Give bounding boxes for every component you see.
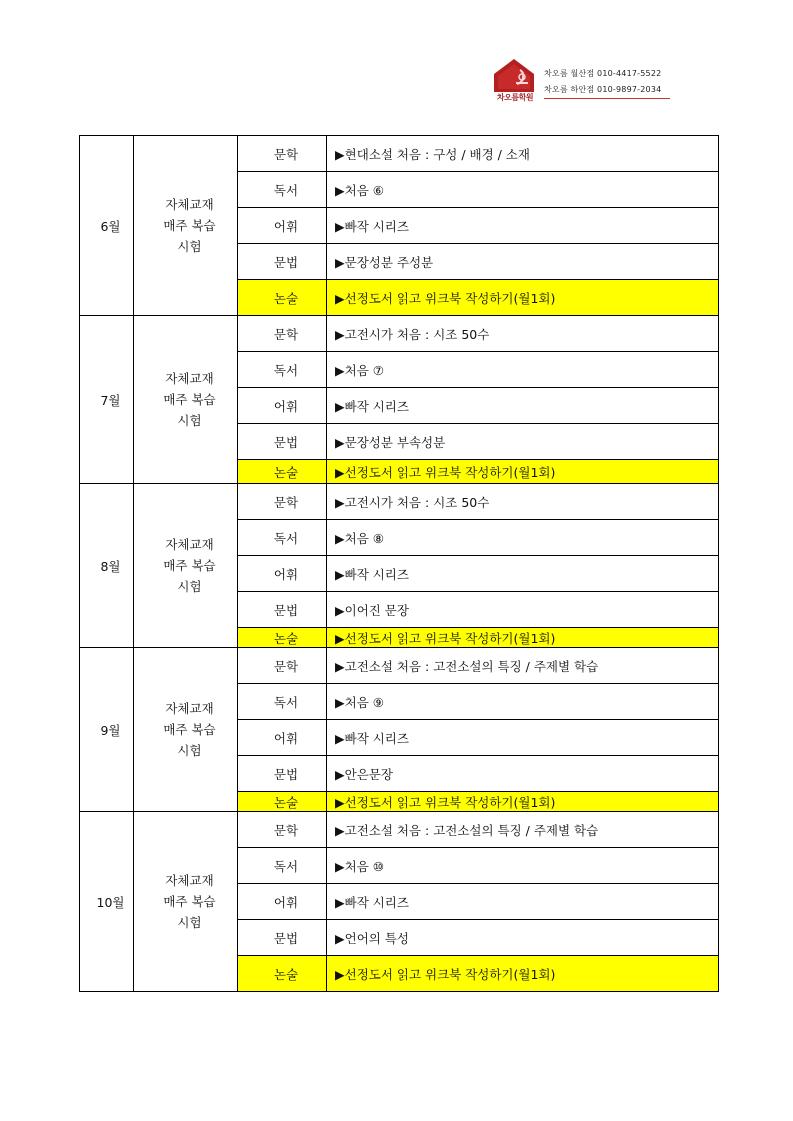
month-block-10 (80, 812, 719, 992)
desc-cell (134, 648, 238, 812)
table-row (80, 648, 719, 684)
content-cell: ▶고전소설 처음 : 고전소설의 특징 / 주제별 학습 (327, 648, 719, 684)
subject-cell: 논술 (238, 280, 327, 316)
content-cell: ▶선정도서 읽고 위크북 작성하기(월1회) (327, 628, 719, 648)
month-cell: 10월 (80, 812, 134, 992)
content-cell: ▶빠작 시리즈 (327, 720, 719, 756)
month-cell: 9월 (80, 648, 134, 812)
content-cell: ▶문장성분 주성분 (327, 244, 719, 280)
content-cell: ▶선정도서 읽고 위크북 작성하기(월1회) (327, 792, 719, 812)
desc-line: 시험 (177, 743, 202, 758)
desc-line: 자체교재 (165, 197, 214, 212)
content-cell: ▶선정도서 읽고 위크북 작성하기(월1회) (327, 956, 719, 992)
content-cell: ▶처음 ⑧ (327, 520, 719, 556)
table-row (80, 316, 719, 352)
desc-cell (134, 136, 238, 316)
subject-cell: 문법 (238, 920, 327, 956)
subject-cell: 문학 (238, 812, 327, 848)
content-cell: ▶선정도서 읽고 위크북 작성하기(월1회) (327, 280, 719, 316)
month-cell: 7월 (80, 316, 134, 484)
subject-cell: 어휘 (238, 884, 327, 920)
subject-cell: 문법 (238, 244, 327, 280)
desc-cell (134, 484, 238, 648)
desc-cell (134, 812, 238, 992)
month-block-9 (80, 648, 719, 812)
header (490, 56, 680, 106)
desc-line: 시험 (177, 413, 202, 428)
content-cell: ▶빠작 시리즈 (327, 884, 719, 920)
subject-cell: 어휘 (238, 720, 327, 756)
contact-underline (544, 98, 670, 99)
subject-cell: 독서 (238, 172, 327, 208)
subject-cell: 어휘 (238, 556, 327, 592)
desc-line: 자체교재 (165, 537, 214, 552)
content-cell: ▶빠작 시리즈 (327, 388, 719, 424)
subject-cell: 독서 (238, 848, 327, 884)
contact-list (544, 66, 672, 99)
desc-line: 시험 (177, 239, 202, 254)
desc-line: 자체교재 (165, 701, 214, 716)
content-cell: ▶처음 ⑥ (327, 172, 719, 208)
content-cell: ▶현대소설 처음 : 구성 / 배경 / 소재 (327, 136, 719, 172)
subject-cell: 문학 (238, 484, 327, 520)
subject-cell: 문학 (238, 316, 327, 352)
content-cell: ▶고전소설 처음 : 고전소설의 특징 / 주제별 학습 (327, 812, 719, 848)
subject-cell: 문법 (238, 424, 327, 460)
content-cell: ▶안은문장 (327, 756, 719, 792)
subject-cell: 어휘 (238, 388, 327, 424)
month-block-6 (80, 136, 719, 316)
content-cell: ▶빠작 시리즈 (327, 208, 719, 244)
contact-haan: 차오름 하안점 010-9897-2034 (544, 85, 662, 94)
subject-cell: 독서 (238, 684, 327, 720)
content-cell: ▶처음 ⑩ (327, 848, 719, 884)
contact-wolsan: 차오름 월산점 010-4417-5522 (544, 69, 662, 78)
subject-cell: 문법 (238, 592, 327, 628)
content-cell: ▶처음 ⑦ (327, 352, 719, 388)
desc-line: 시험 (177, 579, 202, 594)
subject-cell: 논술 (238, 460, 327, 484)
table-row (80, 484, 719, 520)
table-row (80, 812, 719, 848)
subject-cell: 독서 (238, 520, 327, 556)
month-cell: 8월 (80, 484, 134, 648)
table-row (80, 136, 719, 172)
subject-cell: 어휘 (238, 208, 327, 244)
desc-line: 매주 복습 (163, 558, 216, 573)
desc-line: 시험 (177, 915, 202, 930)
content-cell: ▶처음 ⑨ (327, 684, 719, 720)
desc-line: 매주 복습 (163, 722, 216, 737)
subject-cell: 논술 (238, 628, 327, 648)
content-cell: ▶고전시가 처음 : 시조 50수 (327, 316, 719, 352)
curriculum-table (79, 135, 719, 992)
content-cell: ▶문장성분 부속성분 (327, 424, 719, 460)
subject-cell: 문학 (238, 136, 327, 172)
subject-cell: 독서 (238, 352, 327, 388)
content-cell: ▶선정도서 읽고 위크북 작성하기(월1회) (327, 460, 719, 484)
month-block-7 (80, 316, 719, 484)
content-cell: ▶고전시가 처음 : 시조 50수 (327, 484, 719, 520)
desc-line: 매주 복습 (163, 218, 216, 233)
logo-caption: 차오름학원 (496, 93, 534, 102)
month-block-8 (80, 484, 719, 648)
subject-cell: 논술 (238, 792, 327, 812)
desc-line: 매주 복습 (163, 894, 216, 909)
content-cell: ▶이어진 문장 (327, 592, 719, 628)
desc-line: 매주 복습 (163, 392, 216, 407)
subject-cell: 문법 (238, 756, 327, 792)
content-cell: ▶빠작 시리즈 (327, 556, 719, 592)
subject-cell: 논술 (238, 956, 327, 992)
subject-cell: 문학 (238, 648, 327, 684)
desc-cell (134, 316, 238, 484)
content-cell: ▶언어의 특성 (327, 920, 719, 956)
desc-line: 자체교재 (165, 873, 214, 888)
month-cell: 6월 (80, 136, 134, 316)
desc-line: 자체교재 (165, 371, 214, 386)
